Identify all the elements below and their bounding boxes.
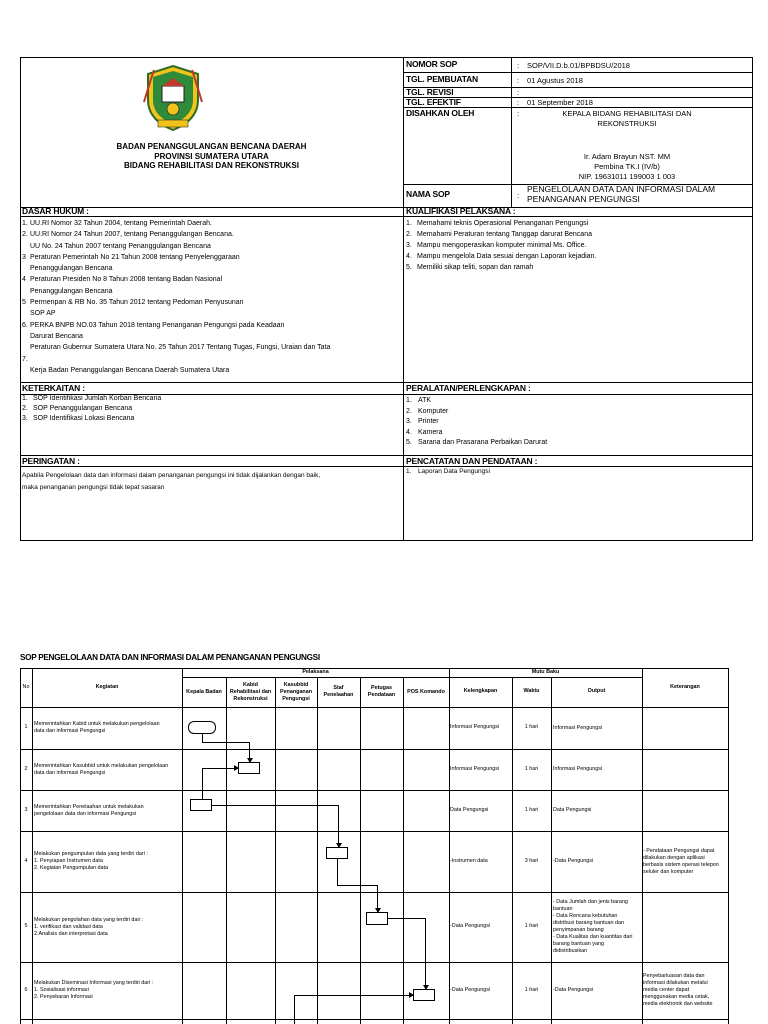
meta-value-pembuatan: 01 Agustus 2018 [527,76,583,85]
row-keterangan-line: informasi dilakukan melalui [643,980,708,986]
meta-label-efektif: TGL. EFEKTIF [406,97,461,107]
dasar-hukum-item-text: Darurat Bencana [30,332,83,340]
col-head-actor [275,682,317,703]
col-head-actor-line: POS Komando [407,688,445,695]
row-output [553,725,602,732]
flow-process-box-5 [366,912,388,925]
col-head-keterangan: Keterangan [670,684,700,690]
row-kegiatan-line: Melakukan Diseminasi Informasi yang terdiri dari : [34,980,154,986]
row-kegiatan [34,851,180,872]
peralatan-item-text: ATK [418,397,432,404]
peralatan-list [406,396,751,449]
sop-name-line2: PENANGANAN PENGUNGSI [527,194,640,204]
pencatatan-item: Laporan Data Pengungsi [418,468,490,475]
row-keterangan-line: Penyebarluasan data dan [643,973,705,979]
row-kegiatan-line: 1. Sosialisasi informasi [34,987,89,993]
dasar-hukum-item [22,354,400,365]
dasar-hukum-title: DASAR HUKUM : [22,206,89,216]
approved-by-label: DISAHKAN OLEH [406,108,475,118]
dasar-hukum-item-number: 6. [22,321,28,329]
dasar-hukum-item-text: SOP AP [30,310,56,318]
row-kegiatan-line: pengelolaan data dan informasi Pengungsi [34,810,137,817]
peringatan-line1: Apabila Pengelolaan data dan informasi dalam penanganan pengungsi ini tidak dijalankan dengan baik, [22,472,321,479]
row-kegiatan [34,980,180,1001]
keterkaitan-item-text: SOP Penanggulangan Bencana [33,405,133,412]
kualifikasi-item [406,240,751,251]
dasar-hukum-item-text: Penanggulangan Bencana [30,287,113,295]
flow-arrowhead [336,843,342,848]
peralatan-item-number: 4. [406,428,412,436]
row-output-line: bantuan [553,906,573,912]
flow-title: SOP PENGELOLAAN DATA DAN INFORMASI DALAM PENANGANAN PENGUNGSI [20,653,320,662]
dasar-hukum-item [22,263,400,274]
peralatan-item-number: 3. [406,418,412,425]
dasar-hukum-item-text: UU No. 24 Tahun 2007 tentang Penanggulangan Bencana [30,242,211,250]
row-output [553,858,593,865]
row-kegiatan-line: data dan informasi Pengungsi [34,769,106,776]
flow-arrowhead [247,758,253,763]
row-keterangan-line: media elektronik dan website [643,1001,713,1007]
row-kegiatan-line: 2. Penyebaran Informasi [34,994,93,1000]
row-output [553,807,591,814]
flow-process-box-2 [238,762,260,774]
kualifikasi-item-number: 4. [406,253,412,260]
row-output-line: distribusi barang bantuan dan [553,920,625,926]
col-head-actor [360,685,403,699]
dasar-hukum-item-number: 1. [22,220,28,227]
row-output-line: barang bantuan yang [553,941,604,947]
peringatan-line2: maka penanganan pengungsi tidak tepat sasaran [22,484,165,491]
col-head-kelengkapan: Kelengkapan [463,688,498,694]
row-keterangan-line: dilakukan dengan aplikasi [643,854,705,861]
dasar-hukum-item [22,229,400,240]
kualifikasi-item-text: Memahami teknis Operasional Penanganan Pengungsi [417,220,589,227]
org-name-line3: BIDANG REHABILITASI DAN REKONSTRUKSI [124,161,299,170]
row-kegiatan [34,763,180,777]
row-waktu: 1 hari [524,724,539,730]
row-kelengkapan: Informasi Pengungsi [450,765,500,772]
flow-start-terminator [188,721,216,734]
keterkaitan-item-number: 2. [22,405,28,412]
peringatan-title: PERINGATAN : [22,456,80,466]
peralatan-item-text: Komputer [418,407,449,415]
keterkaitan-list [22,394,400,424]
approved-rank: Pembina TK.I (IV/b) [594,162,660,171]
flow-arrowhead [409,992,414,998]
peralatan-item-text: Printer [418,418,439,425]
dasar-hukum-item [22,252,400,263]
row-number: 4 [24,857,28,864]
sop-name-label: NAMA SOP [406,189,450,199]
peralatan-item [406,438,751,449]
meta-value-efektif: 01 September 2018 [527,98,593,107]
row-kegiatan-line: 1. verifikasi dan validasi data [34,923,103,930]
kualifikasi-item-text: Memiliki sikap teliti, sopan dan ramah [417,264,534,271]
meta-value-nomor: SOP/VII.D.b.01/BPBDSU/2018 [527,61,630,70]
flow-arrowhead [234,765,239,771]
province-emblem-logo [140,62,206,132]
dasar-hukum-item-text: Permenpan & RB No. 35 Tahun 2012 tentang Pedoman Penyusunan [30,299,244,307]
peralatan-item-number: 2. [406,407,412,415]
keterkaitan-item-number: 3. [22,415,28,422]
row-kegiatan-line: Melakukan pengumpulan data yang terdiri dari : [34,851,148,857]
peralatan-item [406,428,751,439]
row-kelengkapan: Data Pengungsi [450,806,489,813]
dasar-hukum-item-number: 4 [22,276,26,284]
col-head-actor-line: Kepala Badan [186,688,222,695]
dasar-hukum-item-text: PERKA BNPB NO.03 Tahun 2018 tentang Penanganan Pengungsi pada Keadaan [30,321,285,329]
pencatatan-title: PENCATATAN DAN PENDATAAN : [406,456,538,466]
dasar-hukum-item-text: UU.RI Nomor 24 Tahun 2007, tentang Penanggulangan Bencana. [30,231,234,239]
row-kegiatan [34,721,180,735]
org-name-line2: PROVINSI SUMATERA UTARA [154,152,269,161]
dasar-hukum-item-text: Peraturan Presiden No 8 Tahun 2008 tentang Badan Nasional [30,276,223,284]
row-number: 3 [24,806,28,813]
meta-label-pembuatan: TGL. PEMBUATAN [406,74,478,84]
row-waktu: 1 hari [524,986,539,993]
approved-nip: NIP. 19631011 199003 1 003 [578,172,676,181]
peralatan-item-text: Kamera [418,428,443,436]
col-head-actor-line: Pengungsi [282,695,310,702]
col-head-actor [317,685,360,699]
kualifikasi-item [406,229,751,240]
row-output-line: didistribusikan [553,948,588,954]
keterkaitan-item-number: 1. [22,395,28,402]
dasar-hukum-item [22,297,400,308]
row-kegiatan-line: 2. Kegiatan Pengumpulan data [34,865,109,871]
dasar-hukum-item [22,331,400,342]
flow-arrowhead [423,985,429,990]
flow-arrowhead [375,908,381,913]
row-kegiatan-line: 1. Penyiapan Instrumen data [34,858,103,864]
row-output-line: -Data Pengungsi [553,858,594,864]
row-waktu: 3 hari [524,857,539,864]
row-output-line: penyimpanan barang [553,927,604,933]
row-kegiatan-line: data dan informasi Pengungsi [34,728,106,734]
dasar-hukum-list [22,218,400,376]
dasar-hukum-item-text: Peraturan Gubernur Sumatera Utara No. 25 Tahun 2017 Tentang Tugas, Fungsi, Uraian dan Tata [30,344,331,352]
keterkaitan-item [22,394,400,404]
row-keterangan-line: menggunakan media cetak, [643,994,710,1000]
kualifikasi-list [406,218,751,273]
col-head-mutu-baku: Mutu Baku [531,669,560,675]
sop-name-line1: PENGELOLAAN DATA DAN INFORMASI DALAM [527,184,716,194]
row-kegiatan-line: Memerintahkan Penelaahan untuk melakukan [34,803,144,810]
flow-process-box-4 [326,847,348,859]
col-head-actor-line: Petugas [371,685,392,691]
kualifikasi-item [406,262,751,273]
row-keterangan [643,848,719,876]
row-waktu: 1 hari [524,806,539,813]
row-output-line: - Data Jumlah dan jenis barang [553,899,628,905]
keterkaitan-item [22,414,400,424]
row-waktu: 1 hari [524,923,539,929]
kualifikasi-item-number: 1. [406,220,412,227]
peralatan-item-number: 5. [406,439,412,446]
row-number: 1 [24,724,28,730]
row-output [553,766,602,773]
row-kelengkapan: -Data Pengungsi [450,923,491,929]
keterkaitan-title: KETERKAITAN : [22,383,85,393]
approved-title-line1: KEPALA BIDANG REHABILITASI DAN [562,109,692,118]
dasar-hukum-item [22,365,400,376]
flow-process-box-3 [190,799,212,811]
dasar-hukum-item [22,308,400,319]
row-number: 5 [24,923,28,929]
col-head-actor [226,682,275,703]
col-head-actor-line: Pendataan [367,692,396,698]
row-keterangan-line: - Pendataan Pengungsi dapat [643,847,715,854]
keterkaitan-item [22,404,400,414]
row-output [553,899,632,955]
dasar-hukum-item-number: 5 [22,299,26,307]
row-number: 2 [24,765,28,772]
row-output-line: -Data Pengungsi [553,987,594,993]
col-head-actor-line: Penanganan [279,688,313,695]
peralatan-item [406,396,751,407]
row-kegiatan-line: Memerintahkan Kasubbid untuk melakukan pengelolaan [34,762,169,769]
row-kegiatan [34,917,180,938]
col-head-waktu: Waktu [523,688,540,694]
approved-title-line2: REKONSTRUKSI [597,119,657,128]
col-head-actor-line: Staf [333,685,344,691]
col-head-pelaksana: Pelaksana [302,669,329,675]
kualifikasi-item-text: Mampu mengelola Data sesuai dengan Laporan kejadian. [417,253,597,260]
meta-label-nomor: NOMOR SOP [406,59,458,69]
col-head-actor [182,689,226,696]
dasar-hukum-item-number: 7. [22,355,28,363]
peralatan-title: PERALATAN/PERLENGKAPAN : [406,383,531,393]
row-keterangan-line: berbasis sistem operasi telepon [643,861,719,868]
kualifikasi-item-text: Memahami Peraturan tentang Tanggap darurat Bencana [417,231,592,238]
row-waktu: 1 hari [524,765,539,772]
peralatan-item [406,407,751,418]
keterkaitan-item-text: SOP Identifikasi Lokasi Bencana [33,415,135,422]
kualifikasi-item-text: Mampu mengoperasikan komputer minimal Ms. Office. [417,242,587,249]
row-output-line: Informasi Pengungsi [553,724,603,731]
dasar-hukum-item-text: Peraturan Pemerintah No 21 Tahun 2008 tentang Penyelenggaraan [30,253,240,261]
row-kelengkapan: -Data Pengungsi [450,986,491,993]
dasar-hukum-item-number: 3 [22,253,26,261]
keterkaitan-item-text: SOP Identifikasi Jumlah Korban Bencana [33,395,162,402]
dasar-hukum-item [22,241,400,252]
dasar-hukum-item-text: Penanggulangan Bencana [30,265,113,273]
row-output-line: Data Pengungsi [553,807,592,813]
dasar-hukum-item [22,274,400,285]
col-head-output: Output [587,688,606,694]
kualifikasi-item [406,218,751,229]
flow-process-box-6 [413,989,435,1001]
row-output-line: - Data Rencana kebutuhan [553,913,618,919]
dasar-hukum-item [22,320,400,331]
col-head-actor-line: Kabid [243,681,258,688]
col-head-actor-line: Rekonstruksi [233,695,268,702]
dasar-hukum-item-text: Kerja Badan Penanggulangan Bencana Daerah Sumatera Utara [30,366,230,374]
peralatan-item-number: 1. [406,397,412,404]
col-head-actor [403,689,449,696]
row-kegiatan-line: Memerintahkan Kabid untuk melakukan pengelolaan [34,721,160,727]
row-keterangan-line: media center dapat [643,987,690,993]
col-head-actor-line: Rehabilitasi dan [229,688,272,695]
col-head-actor-line: Kasubbid [283,681,309,688]
row-kegiatan [34,804,180,818]
row-output [553,987,593,994]
kualifikasi-item-number: 3. [406,242,412,249]
row-number: 6 [24,986,28,993]
row-kegiatan-line: Melakukan pengolahan data yang terdiri dari : [34,916,144,923]
row-keterangan [643,973,713,1008]
peralatan-item [406,417,751,428]
dasar-hukum-item [22,218,400,229]
row-output-line: - Data Kualitas dan kuantitas dari [553,934,633,940]
org-name-line1: BADAN PENANGGULANGAN BENCANA DAERAH [116,142,307,151]
dasar-hukum-item-number: 2. [22,231,28,239]
kualifikasi-item-number: 2. [406,231,412,238]
kualifikasi-item [406,251,751,262]
dasar-hukum-item [22,286,400,297]
meta-label-revisi: TGL. REVISI [406,87,454,97]
peralatan-item-text: Sarana dan Prasarana Perbaikan Darurat [418,439,548,446]
row-kelengkapan: Informasi Pengungsi [450,724,500,730]
col-head-kegiatan: Kegiatan [95,684,119,690]
col-head-actor-line: Penelaahan [323,692,354,698]
row-keterangan-line: seluler dan komputer [643,868,694,875]
row-kelengkapan: -Instrumen data [450,857,488,864]
dasar-hukum-item [22,342,400,353]
dasar-hukum-item-text: UU.RI Nomor 32 Tahun 2004, tentang Pemerintah Daerah. [30,220,212,227]
row-output-line: Informasi Pengungsi [553,766,603,772]
row-kegiatan-line: 2.Analisis dan interpretasi data [34,930,108,937]
kualifikasi-title: KUALIFIKASI PELAKSANA : [406,206,516,216]
kualifikasi-item-number: 5. [406,264,412,271]
approved-name: Ir. Adam Brayun NST. MM [583,152,671,161]
col-head-no: No [22,684,30,690]
